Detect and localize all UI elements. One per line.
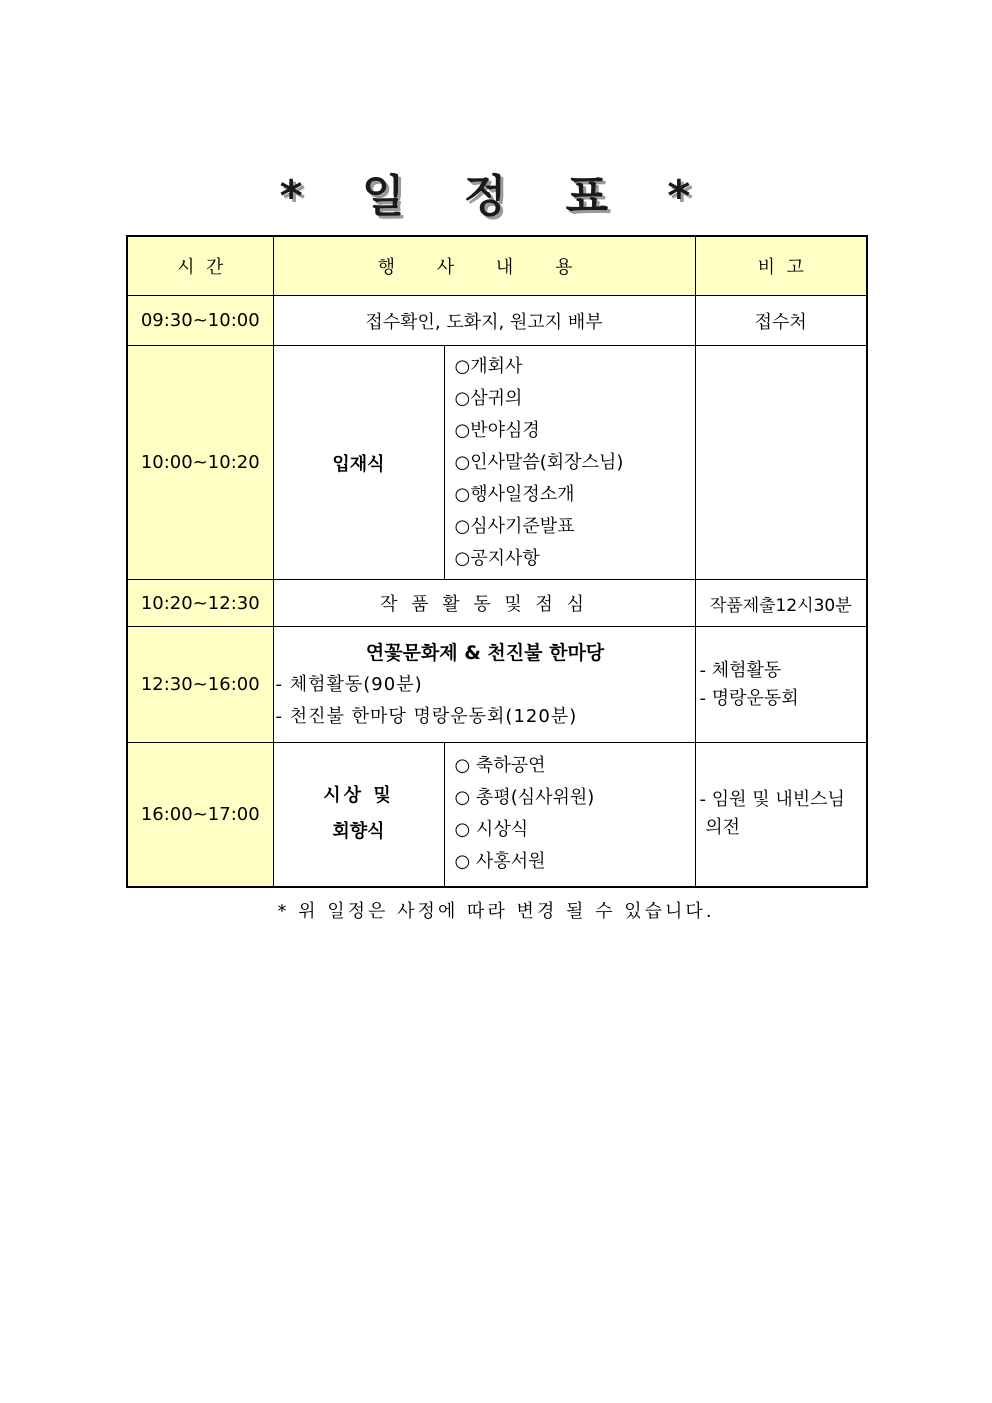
row-event: [273, 743, 444, 887]
row-time: 16:00~17:00: [127, 743, 273, 887]
header-time: 시 간: [127, 236, 273, 296]
row-note: 접수처: [695, 296, 867, 346]
list-item: - 천진불 한마당 명랑운동회(120분): [275, 705, 578, 727]
row-time: 12:30~16:00: [127, 627, 273, 743]
list-item: ○ 총평(심사위원): [454, 787, 595, 809]
row-time: 10:00~10:20: [127, 346, 273, 580]
header-content: 행 사 내 용: [273, 236, 695, 296]
page-title: * 일 정 표 *: [279, 171, 713, 222]
event-line: 회향식: [332, 821, 385, 843]
note-line: - 임원 및 내빈스님: [699, 789, 845, 811]
list-item: ○심사기준발표: [454, 515, 575, 537]
footnote: * 위 일정은 사정에 따라 변경 될 수 있습니다.: [277, 901, 715, 922]
row-content: [273, 627, 695, 743]
table-header-row: [127, 236, 867, 296]
schedule-table: [126, 235, 868, 888]
list-item: ○ 축하공연: [454, 755, 546, 777]
list-item: ○반야심경: [454, 419, 540, 441]
list-item: ○공지사항: [454, 547, 540, 569]
row-heading: 연꽃문화제 & 천진불 한마당: [365, 641, 605, 664]
table-row: [127, 346, 867, 580]
list-item: ○인사말씀(회장스님): [454, 451, 624, 473]
note-line: - 체험활동: [699, 659, 782, 681]
list-item: ○삼귀의: [454, 387, 523, 409]
row-content: 접수확인, 도화지, 원고지 배부: [273, 296, 695, 346]
list-item: ○개회사: [454, 355, 523, 377]
row-items: [444, 346, 695, 580]
list-item: ○ 사홍서원: [454, 851, 546, 873]
row-items: [444, 743, 695, 887]
list-item: ○행사일정소개: [454, 483, 575, 505]
row-content: 작 품 활 동 및 점 심: [273, 580, 695, 627]
table-row: [127, 580, 867, 627]
row-time: 10:20~12:30: [127, 580, 273, 627]
header-note: 비 고: [695, 236, 867, 296]
row-note: [695, 743, 867, 887]
row-note: [695, 627, 867, 743]
note-line: - 명랑운동회: [699, 687, 799, 709]
event-line: 시상 및: [323, 785, 394, 807]
row-time: 09:30~10:00: [127, 296, 273, 346]
row-note: [695, 346, 867, 580]
table-row: [127, 743, 867, 887]
note-line: 의전: [699, 817, 740, 839]
row-event: 입재식: [273, 346, 444, 580]
table-row: [127, 627, 867, 743]
list-item: - 체험활동(90분): [275, 673, 423, 695]
list-item: ○ 시상식: [454, 819, 529, 841]
table-row: [127, 296, 867, 346]
row-note: 작품제출12시30분: [695, 580, 867, 627]
